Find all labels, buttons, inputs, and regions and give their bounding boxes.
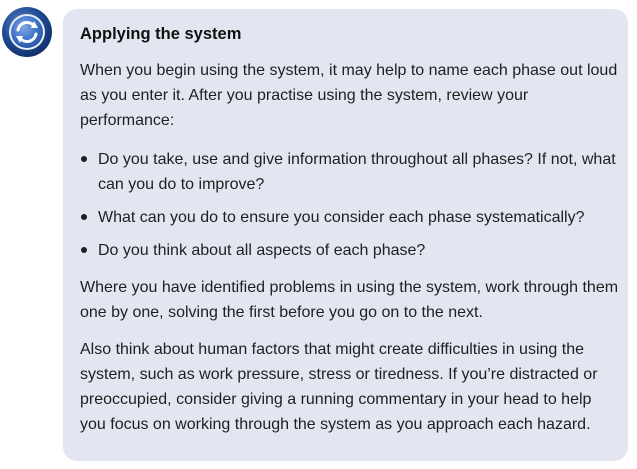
list-item [80,147,620,197]
human-factors-paragraph: Also think about human factors that might create difficulties in using the system, such as work pressure, stress or tiredness. If you’re distracted or preoccupied, consider giving a running commentary in your head to help you focus on working through the system as you approach each hazard. [80,341,598,433]
refresh-icon [1,6,53,58]
list-item-text: What can you do to ensure you consider each phase systematically? [98,209,585,226]
list-item-text: Do you think about all aspects of each phase? [98,242,426,259]
info-content [80,22,620,437]
bullet-icon [81,214,87,220]
list-item [80,205,620,230]
bullet-list [80,147,620,263]
bullet-icon [81,156,87,162]
bullet-icon [81,247,87,253]
problems-paragraph: Where you have identified problems in using the system, work through them one by one, solving the first before you go on to the next. [80,279,619,321]
list-item-text: Do you take, use and give information throughout all phases? If not, what can you do to improve? [98,151,616,193]
list-item [80,238,620,263]
panel-title: Applying the system [80,25,242,43]
intro-paragraph: When you begin using the system, it may help to name each phase out loud as you enter it. After you practise using the system, review your performance: [80,62,618,129]
